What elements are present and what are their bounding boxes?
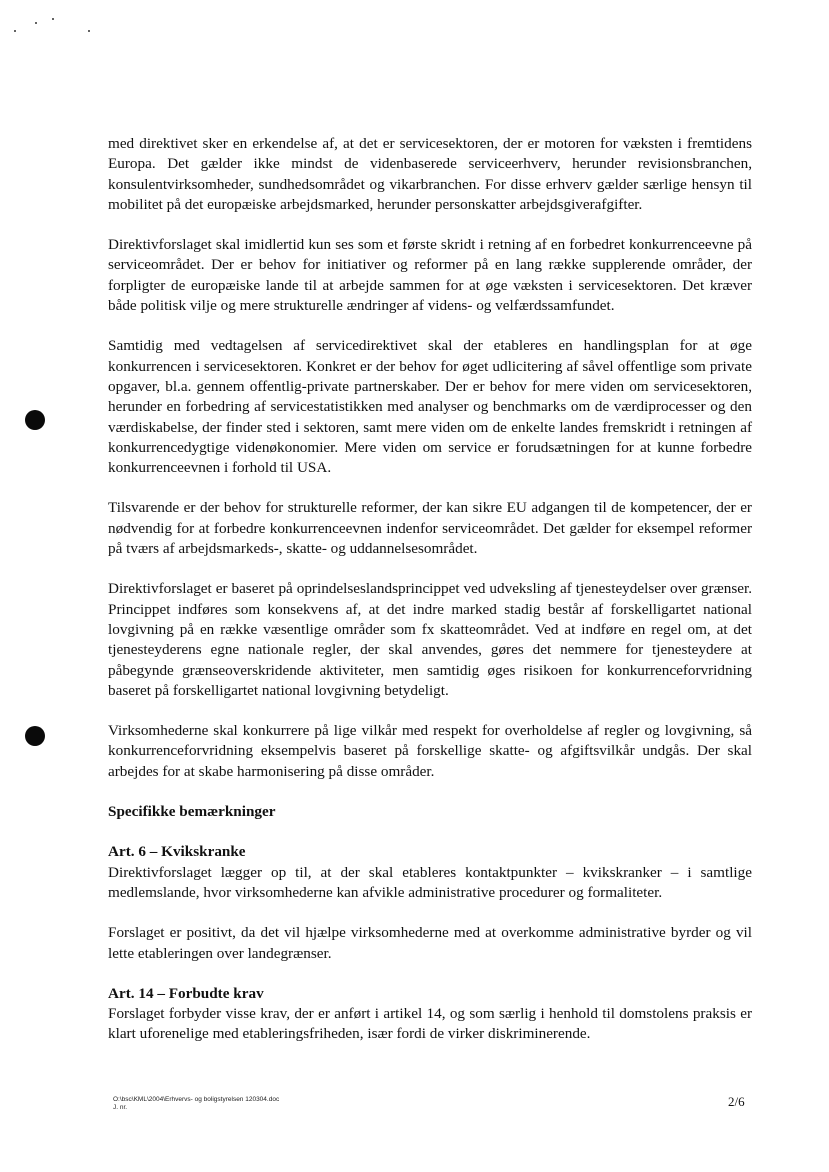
article-paragraph: Forslaget er positivt, da det vil hjælpe virksomhederne med at overkomme administrative byrder og vil lette etableringen over landegrænser. [108, 924, 752, 962]
article-title: Art. 6 – Kvikskranke [108, 843, 246, 861]
article-section [108, 984, 752, 1045]
body-paragraph: Samtidig med vedtagelsen af servicedirektivet skal der etableres en handlingsplan for at øge konkurrencen i servicesektoren. Konkret er der behov for øget udlicitering af såvel offentlige som private opgaver, bl.a. gennem offentlig-private partnerskaber. Der er behov for mere viden om servicesektoren, herunder en forbedring af servicestatistikken med analyser og benchmarks om de værdiprocesser og den værdiskabelse, der finder sted i sektoren, samt mere viden om de enkelte landes fremskridt i retningen af konkurrencedygtige videnøkonomier. Mere viden om service er forudsætningen for at kunne forbedre konkurrenceevnen i forhold til USA. [108, 337, 752, 477]
scan-speck [35, 22, 37, 24]
footer-file-path [113, 1096, 279, 1111]
body-paragraph: Direktivforslaget skal imidlertid kun ses som et første skridt i retning af en forbedret konkurrenceevne på serviceområdet. Der er behov for initiativer og reformer på en lang række supplerende områder, der forpligter de europæiske lande til at arbejde sammen for at øge væksten i servicesektoren. Det kræver både politisk vilje og mere strukturelle ændringer af videns- og velfærdssamfundet. [108, 236, 752, 315]
article-title: Art. 14 – Forbudte krav [108, 984, 264, 1002]
section-heading: Specifikke bemærkninger [108, 803, 276, 821]
page-number: 2/6 [728, 1094, 745, 1109]
article-section [108, 842, 752, 903]
body-paragraph: Direktivforslaget er baseret på oprindelseslandsprincippet ved udveksling af tjenesteydelser over grænser. Princippet indføres som konsekvens af, at det indre marked stadig består af forskelligartet national lovgivning på en række væsentlige områder som fx skatteområdet. Ved at indføre en regel om, at det tjenesteyderens egne nationale regler, der skal anvendes, gøres det nemmere for tjenesteydere at påbegynde grænseoverskridende aktiviteter, men samtidig øges risikoen for konkurrenceforvridning baseret på forskelligartet national lovgivning betydeligt. [108, 580, 752, 699]
scan-speck [88, 30, 90, 32]
punch-hole-top [25, 410, 45, 430]
journal-number-label: J. nr. [113, 1103, 128, 1111]
article-paragraph: Direktivforslaget lægger op til, at der skal etableres kontaktpunkter – kvikskranker – i samtlige medlemslande, hvor virksomhederne kan afvikle administrative procedurer og formaliteter. [108, 863, 752, 901]
file-path-text: O:\bsc\KML\2004\Erhvervs- og boligstyrelsen 120304.doc [113, 1096, 280, 1103]
body-paragraph: Virksomhederne skal konkurrere på lige vilkår med respekt for overholdelse af regler og lovgivning, så konkurrenceforvridning eksempelvis baseret på forskellige skatte- og afgiftsvilkår undgås. Der skal arbejdes for at skabe harmonisering på disse områder. [108, 722, 752, 780]
article-paragraph: Forslaget forbyder visse krav, der er anført i artikel 14, og som særlig i henhold til domstolens praksis er klart uforenelige med etableringsfriheden, især fordi de virker diskriminerende. [108, 1005, 752, 1043]
body-paragraph: med direktivet sker en erkendelse af, at det er servicesektoren, der er motoren for væksten i fremtidens Europa. Det gælder ikke mindst de videnbaserede serviceerhverv, herunder revisionsbranchen, konsulentvirksomheder, sundhedsområdet og vikarbranchen. For disse erhverv gælder særlige hensyn til mobilitet på det europæiske arbejdsmarked, herunder personskatter arbejdsgiverafgifter. [108, 135, 752, 213]
body-paragraph: Tilsvarende er der behov for strukturelle reformer, der kan sikre EU adgangen til de kompetencer, der er nødvendig for at forbedre konkurrenceevnen indenfor serviceområdet. Det gælder for eksempel reformer på tværs af arbejdsmarkeds-, skatte- og uddannelsesområdet. [108, 499, 752, 558]
scan-speck [52, 18, 54, 20]
punch-hole-bottom [25, 726, 45, 746]
document-body [108, 134, 752, 1065]
article-section [108, 923, 752, 964]
scan-speck [14, 30, 16, 32]
